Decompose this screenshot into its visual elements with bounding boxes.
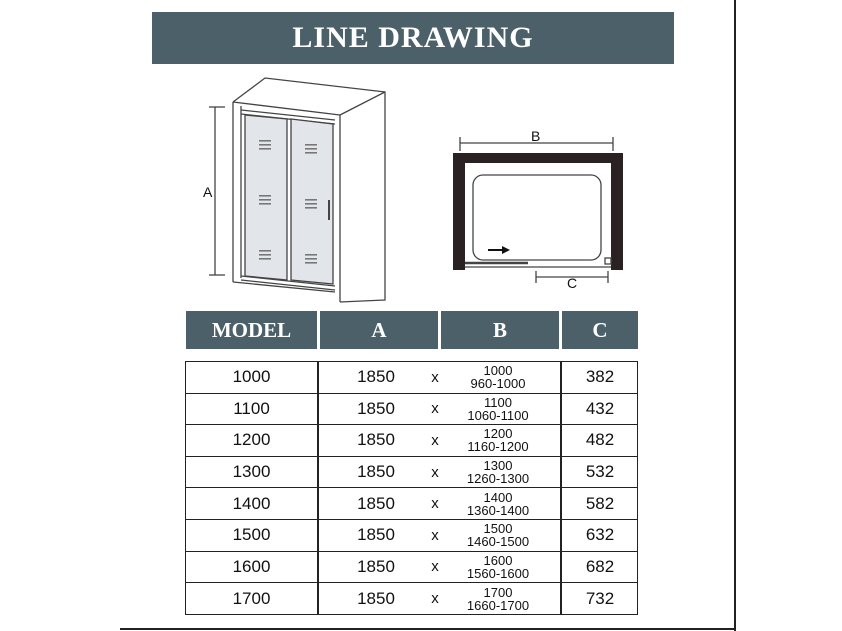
cell-b-bottom: 1460-1500 — [466, 534, 530, 550]
cell-b-top: 1700 — [483, 584, 513, 600]
cell-a: 1850 — [357, 493, 395, 513]
table-row — [186, 394, 637, 426]
header-b — [441, 311, 559, 349]
cell-model: 1600 — [232, 556, 271, 576]
cell-c: 682 — [585, 556, 615, 576]
cell-b-top: 1100 — [484, 394, 512, 410]
header-c-label: C — [592, 317, 608, 342]
cell-c: 632 — [585, 525, 615, 545]
table-row — [186, 457, 637, 489]
cell-c: 732 — [585, 588, 615, 608]
cell-separator: x — [431, 400, 439, 418]
tray-top-view-drawing — [448, 125, 628, 285]
cell-b — [448, 425, 548, 456]
cell-c: 432 — [585, 398, 615, 418]
cell-separator: x — [431, 463, 439, 481]
header-a-label: A — [371, 317, 387, 342]
cell-c: 482 — [585, 430, 615, 450]
cell-b — [448, 394, 548, 425]
cell-separator: x — [431, 558, 439, 576]
cell-b-bottom: 1060-1100 — [467, 407, 529, 423]
table-row — [186, 488, 637, 520]
cell-a: 1850 — [357, 462, 395, 482]
title-banner — [152, 12, 674, 64]
cell-b-top: 1500 — [483, 521, 513, 537]
door-front-drawing — [195, 70, 395, 305]
cell-model: 1400 — [232, 493, 271, 513]
cell-separator: x — [431, 431, 439, 449]
cell-separator: x — [431, 590, 439, 608]
label-a: A — [203, 184, 213, 200]
page-title: LINE DRAWING — [292, 21, 534, 54]
cell-a: 1850 — [357, 556, 395, 576]
cell-b-bottom: 960-1000 — [470, 376, 526, 392]
table-row — [186, 520, 637, 552]
cell-b-bottom: 1560-1600 — [466, 565, 530, 581]
cell-b-top: 1200 — [483, 426, 513, 442]
cell-model: 1100 — [233, 398, 270, 418]
header-c — [562, 311, 638, 349]
cell-b-top: 1400 — [483, 489, 513, 505]
table-row — [186, 425, 637, 457]
label-b: B — [531, 128, 541, 144]
cell-b — [448, 488, 548, 519]
header-b-label: B — [492, 317, 507, 342]
cell-b-top: 1000 — [483, 363, 513, 379]
cell-b-bottom: 1260-1300 — [466, 471, 530, 487]
cell-b-top: 1600 — [483, 552, 513, 568]
cell-model: 1500 — [232, 525, 271, 545]
cell-b-bottom: 1160-1200 — [467, 439, 529, 455]
cell-b — [448, 583, 548, 615]
cell-b — [448, 457, 548, 488]
table-row — [186, 552, 637, 584]
table-row — [186, 362, 637, 394]
cell-a: 1850 — [357, 430, 395, 450]
cell-b — [448, 552, 548, 583]
table-row — [186, 583, 637, 615]
cell-b — [448, 520, 548, 551]
cell-a: 1850 — [357, 525, 395, 545]
cell-model: 1300 — [232, 462, 271, 482]
cell-c: 532 — [585, 462, 615, 482]
cell-b-bottom: 1660-1700 — [466, 597, 530, 613]
label-c: C — [567, 275, 578, 291]
header-a — [320, 311, 438, 349]
cell-a: 1850 — [357, 588, 395, 608]
frame-right-border — [734, 0, 736, 631]
cell-a: 1850 — [357, 367, 395, 387]
cell-c: 582 — [585, 493, 615, 513]
frame-bottom-border — [120, 628, 736, 630]
dimensions-table — [185, 361, 638, 615]
cell-model: 1200 — [232, 430, 271, 450]
cell-b — [448, 362, 548, 393]
cell-separator: x — [431, 495, 439, 513]
cell-model: 1700 — [232, 588, 271, 608]
cell-separator: x — [431, 526, 439, 544]
cell-b-bottom: 1360-1400 — [466, 502, 530, 518]
header-model — [186, 311, 317, 349]
cell-c: 382 — [585, 367, 615, 387]
cell-a: 1850 — [357, 398, 395, 418]
header-model-label: MODEL — [211, 317, 292, 342]
cell-b-top: 1300 — [483, 458, 513, 474]
cell-separator: x — [431, 368, 439, 386]
cell-model: 1000 — [232, 367, 271, 387]
